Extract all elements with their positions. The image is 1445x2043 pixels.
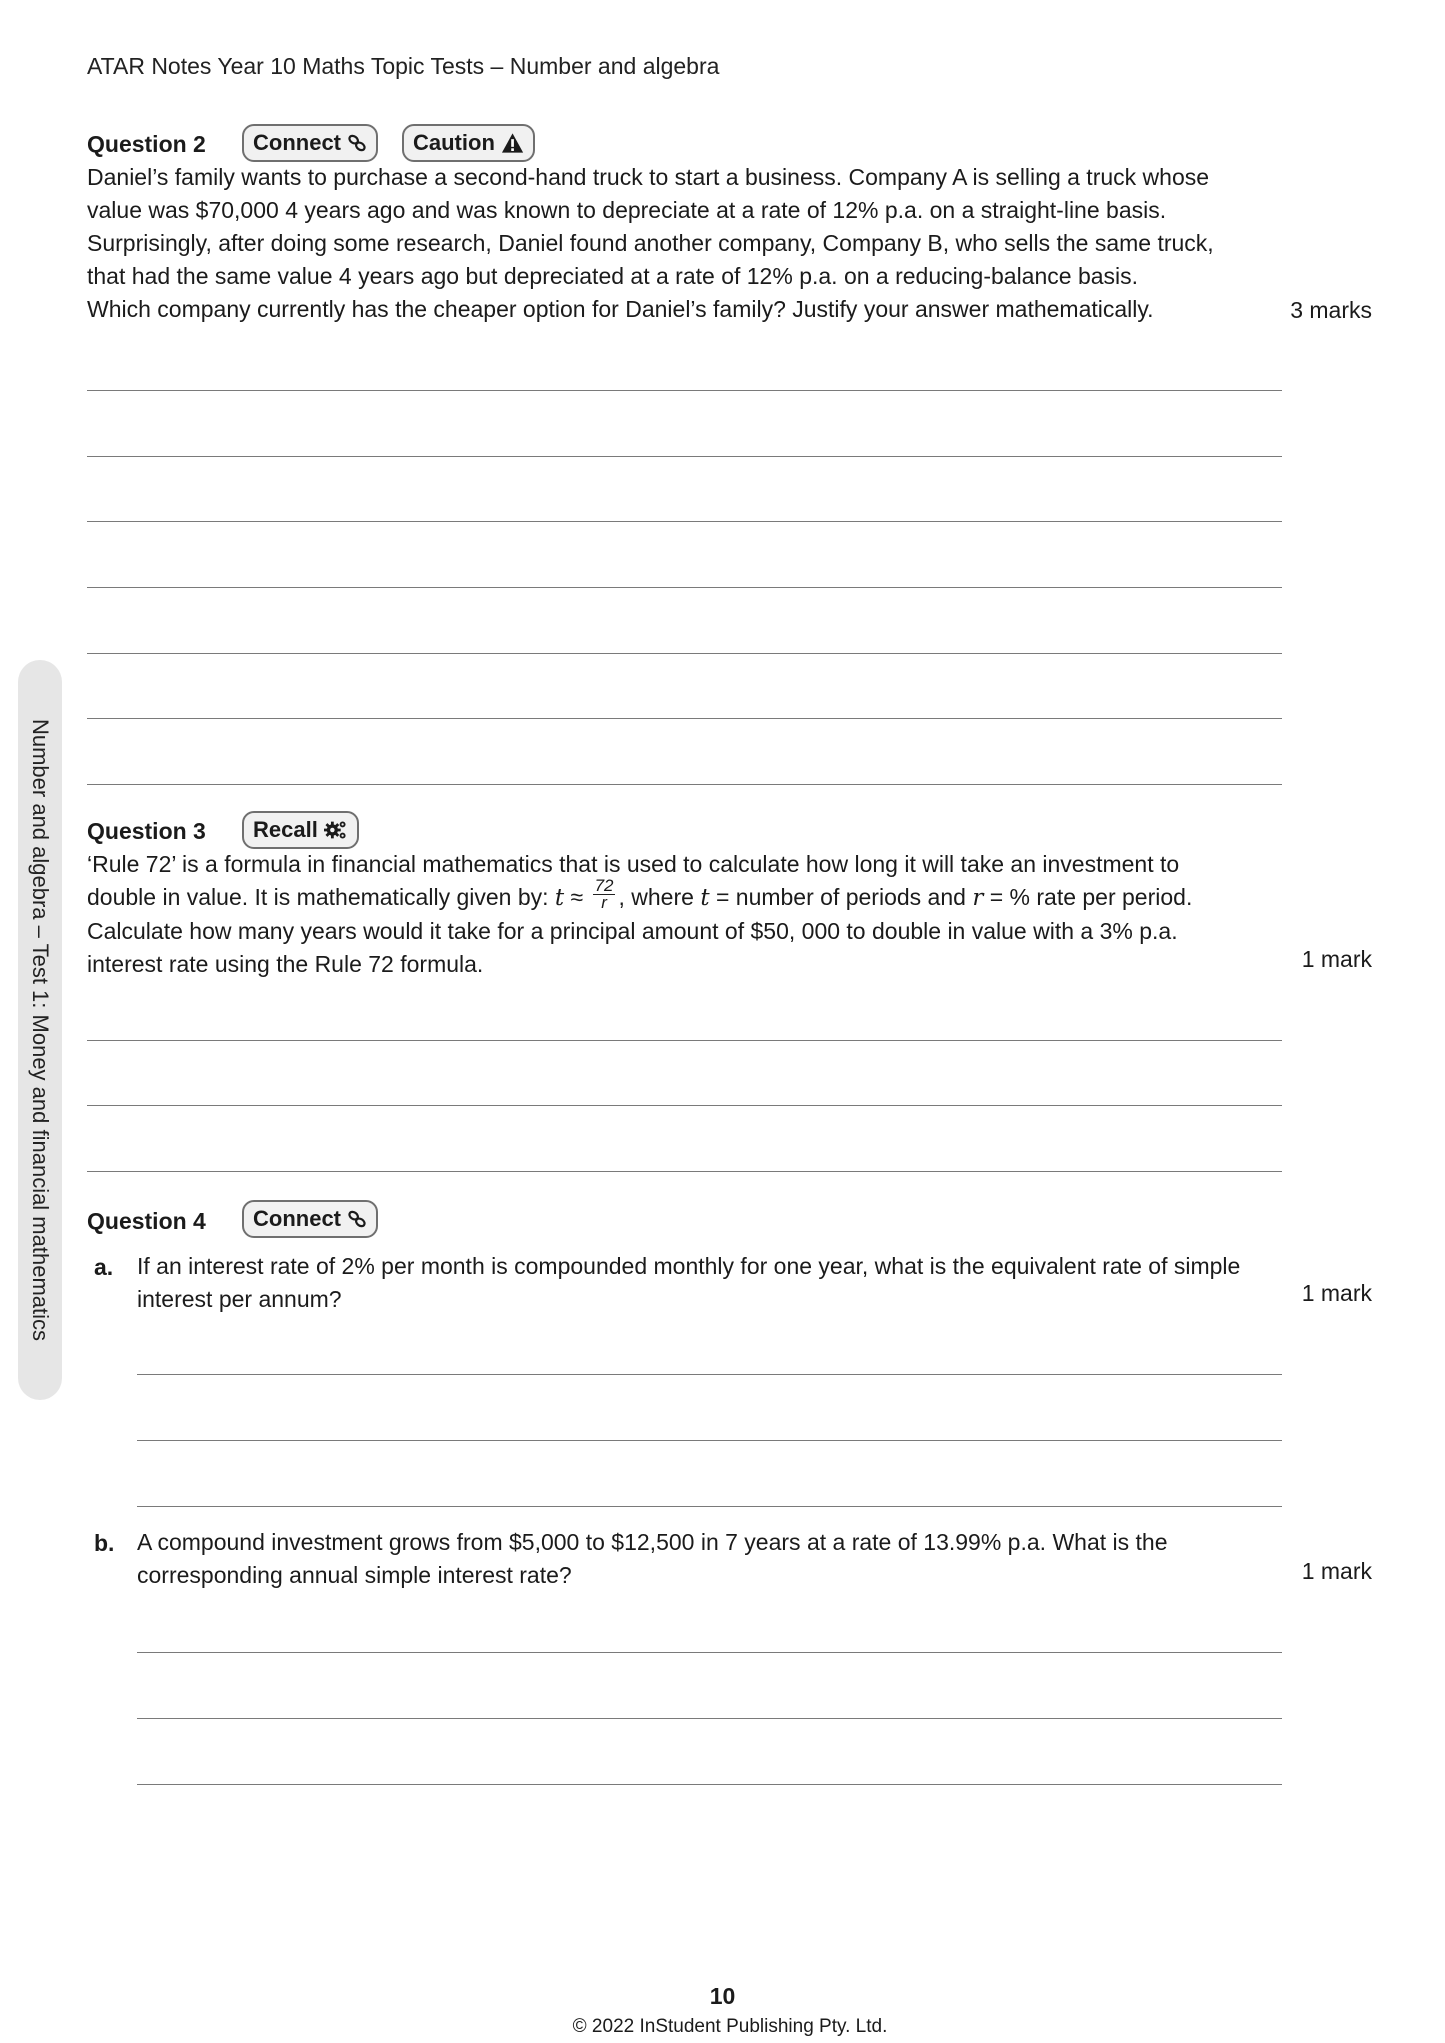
- link-icon: [347, 132, 367, 154]
- question-4-title: Question 4: [87, 1208, 206, 1234]
- part-b-line: A compound investment grows from $5,000 to $12,500 in 7 years at a rate of 13.99% p.a. What is the: [137, 1529, 1168, 1555]
- answer-line: [87, 521, 1282, 522]
- gears-icon: [324, 818, 348, 842]
- part-b-marks: 1 mark: [1301, 1558, 1372, 1584]
- connect-tag: [242, 1200, 378, 1238]
- answer-line: [137, 1440, 1282, 1441]
- answer-line: [137, 1652, 1282, 1653]
- answer-line: [87, 718, 1282, 719]
- part-b-label: b.: [94, 1530, 115, 1556]
- part-a-label: a.: [94, 1254, 114, 1280]
- question-3-marks: 1 mark: [1301, 946, 1372, 972]
- part-a-marks: 1 mark: [1301, 1280, 1372, 1306]
- caution-tag: [402, 124, 535, 162]
- running-header: ATAR Notes Year 10 Maths Topic Tests – Number and algebra: [87, 53, 720, 79]
- question-2-line: value was $70,000 4 years ago and was known to depreciate at a rate of 12% p.a. on a straight-line basis.: [87, 197, 1167, 223]
- connect-tag: [242, 124, 378, 162]
- q3-line2-pre: double in value. It is mathematically given by:: [87, 884, 555, 910]
- answer-line: [87, 1040, 1282, 1041]
- answer-line: [87, 1105, 1282, 1106]
- question-2-title: Question 2: [87, 131, 206, 157]
- connect-tag-label: Connect: [253, 130, 341, 155]
- answer-line: [137, 1784, 1282, 1785]
- question-3-line-1: ‘Rule 72’ is a formula in financial mathematics that is used to calculate how long it will take an investment to: [87, 851, 1180, 877]
- formula-approx: ≈: [570, 884, 584, 910]
- question-3-line-2: [87, 876, 1282, 915]
- part-b-line: corresponding annual simple interest rate?: [137, 1562, 572, 1588]
- question-2-line: Daniel’s family wants to purchase a second-hand truck to start a business. Company A is selling a truck whose: [87, 164, 1210, 190]
- page-number: 10: [709, 1983, 736, 2009]
- answer-line: [87, 587, 1282, 588]
- question-3-line-4: interest rate using the Rule 72 formula.: [87, 951, 484, 978]
- caution-tag-label: Caution: [413, 130, 495, 155]
- q3-line2-post: = % rate per period.: [983, 884, 1193, 910]
- answer-line: [137, 1374, 1282, 1375]
- var-t: t: [700, 885, 710, 911]
- question-2-text: [87, 161, 1282, 326]
- link-icon: [347, 1208, 367, 1230]
- question-3-text: [87, 848, 1282, 981]
- recall-tag: [242, 811, 359, 849]
- recall-tag-label: Recall: [253, 817, 318, 842]
- fraction-denominator: r: [601, 893, 607, 913]
- answer-line: [87, 653, 1282, 654]
- formula-t: t: [554, 885, 565, 911]
- question-2-line: Surprisingly, after doing some research, Daniel found another company, Company B, who sells the same truck,: [87, 230, 1214, 256]
- connect-tag-label: Connect: [253, 1206, 341, 1231]
- fraction-numerator: 72: [594, 876, 614, 896]
- question-3-line-3: Calculate how many years would it take for a principal amount of $50, 000 to double in value with a 3% p.a.: [87, 918, 1178, 945]
- q3-line2-mid2: = number of periods and: [709, 884, 973, 910]
- answer-line: [87, 456, 1282, 457]
- question-2-marks: 3 marks: [1290, 297, 1372, 323]
- part-a-line: interest per annum?: [137, 1286, 342, 1312]
- part-a-text: [137, 1250, 1282, 1316]
- part-a-line: If an interest rate of 2% per month is compounded monthly for one year, what is the equivalent rate of simple: [137, 1253, 1241, 1279]
- copyright-notice: © 2022 InStudent Publishing Pty. Ltd.: [572, 2016, 888, 2037]
- question-2-line: that had the same value 4 years ago but depreciated at a rate of 12% p.a. on a reducing-balance basis.: [87, 263, 1139, 289]
- var-r: r: [972, 885, 984, 911]
- question-2-line: Which company currently has the cheaper option for Daniel’s family? Justify your answer mathematically.: [87, 296, 1154, 322]
- formula-fraction: [593, 878, 616, 911]
- part-b-text: [137, 1526, 1282, 1592]
- answer-line: [87, 390, 1282, 391]
- answer-line: [87, 784, 1282, 785]
- side-tab-label: Number and algebra – Test 1: Money and financial mathematics: [28, 718, 53, 1342]
- q3-line2-mid: , where: [618, 884, 701, 910]
- question-3-title: Question 3: [87, 818, 206, 844]
- answer-line: [137, 1506, 1282, 1507]
- answer-line: [87, 1171, 1282, 1172]
- warning-icon: [501, 132, 524, 154]
- answer-line: [137, 1718, 1282, 1719]
